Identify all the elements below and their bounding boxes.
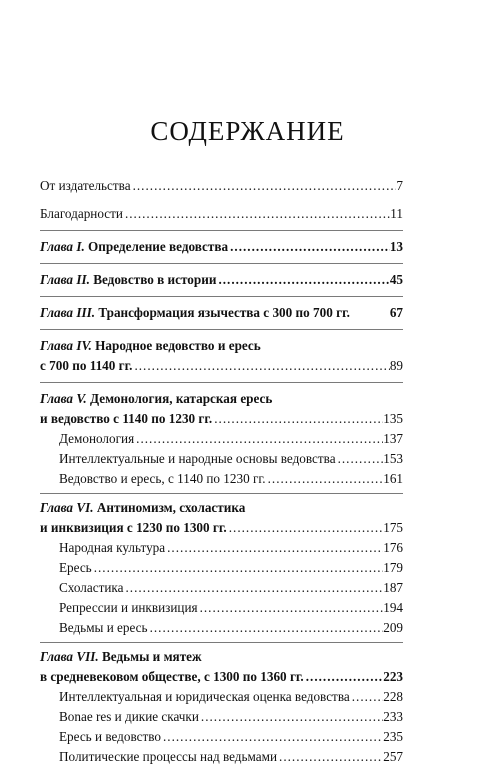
- toc-entry-page: 228: [383, 689, 403, 704]
- toc-subentry: [40, 598, 403, 618]
- toc-chapter-continued: [40, 409, 403, 429]
- toc-entry-page: 209: [383, 620, 403, 635]
- chapter-number: Глава II.: [40, 272, 90, 287]
- toc-subentry: [40, 449, 403, 469]
- divider: [40, 642, 403, 643]
- toc-entry-label: Интеллектуальные и народные основы ведовства: [59, 451, 336, 466]
- toc-entry-label: Ведьмы и мятеж: [101, 649, 202, 664]
- toc-chapter: [40, 498, 403, 518]
- page-title: СОДЕРЖАНИЕ: [150, 116, 345, 146]
- toc-entry-page: 161: [383, 471, 403, 486]
- toc-chapter: [40, 237, 403, 257]
- toc-entry-page: 135: [383, 411, 403, 426]
- divider: [40, 296, 403, 297]
- divider: [40, 493, 403, 494]
- chapter-number: Глава VII.: [40, 649, 99, 664]
- toc-entry-label: Ересь: [59, 560, 92, 575]
- toc-subentry: [40, 747, 403, 767]
- toc-entry: [40, 176, 403, 196]
- toc-entry-page: 233: [383, 709, 403, 724]
- divider: [40, 382, 403, 383]
- toc-subentry: [40, 707, 403, 727]
- toc-chapter: [40, 389, 403, 409]
- toc-entry-label: в средневековом обществе, с 1300 по 1360 гг.: [40, 669, 304, 684]
- toc-subentry: [40, 469, 403, 489]
- toc-entry: [40, 204, 403, 224]
- toc-subentry: [40, 558, 403, 578]
- toc-entry-label: Ведьмы и ересь: [59, 620, 148, 635]
- toc-subentry: [40, 687, 403, 707]
- toc-entry-label: Ересь и ведовство: [59, 729, 161, 744]
- chapter-number: Глава III.: [40, 305, 96, 320]
- toc-chapter-continued: [40, 518, 403, 538]
- toc-chapter: [40, 270, 403, 290]
- toc-entry-label: и ведовство с 1140 по 1230 гг.: [40, 411, 213, 426]
- toc-entry-page: 137: [383, 431, 403, 446]
- toc-subentry: [40, 429, 403, 449]
- divider: [40, 263, 403, 264]
- toc-chapter: [40, 303, 403, 323]
- toc-entry-page: 194: [383, 600, 403, 615]
- toc-chapter: [40, 336, 403, 356]
- toc-chapter-continued: [40, 356, 403, 376]
- chapter-number: Глава IV.: [40, 338, 92, 353]
- toc-subentry: [40, 578, 403, 598]
- toc-entry-label: Благодарности: [40, 206, 123, 221]
- toc-entry-label: Репрессии и инквизиция: [59, 600, 198, 615]
- toc-entry-label: От издательства: [40, 178, 131, 193]
- toc-entry-label: Антиномизм, схоластика: [96, 500, 246, 515]
- toc-entry-label: Демонология: [59, 431, 135, 446]
- toc-entry-page: 45: [389, 272, 403, 287]
- toc-entry-label: Демонология, катарская ересь: [90, 391, 273, 406]
- toc-entry-page: 187: [383, 580, 403, 595]
- divider: [40, 329, 403, 330]
- toc-entry-page: 176: [383, 540, 403, 555]
- toc-entry-label: Политические процессы над ведьмами: [59, 749, 278, 764]
- toc-entry-page: 67: [389, 305, 403, 320]
- toc-entry-label: Трансформация язычества с 300 по 700 гг.: [98, 305, 350, 320]
- toc-entry-label: Народное ведовство и ересь: [95, 338, 261, 353]
- toc-entry-label: Народная культура: [59, 540, 166, 555]
- toc-entry-page: 89: [389, 358, 403, 373]
- toc-entry-label: Ведовство в истории: [93, 272, 217, 287]
- toc-entry-label: и инквизиция с 1230 по 1300 гг.: [40, 520, 227, 535]
- table-of-contents: [40, 176, 403, 767]
- toc-subentry: [40, 618, 403, 638]
- toc-entry-page: 179: [383, 560, 403, 575]
- toc-chapter: [40, 647, 403, 667]
- toc-entry-label: Схоластика: [59, 580, 124, 595]
- toc-chapter-continued: [40, 667, 403, 687]
- toc-entry-label: Ведовство и ересь, с 1140 по 1230 гг.: [59, 471, 266, 486]
- chapter-number: Глава V.: [40, 391, 87, 406]
- toc-entry-page: 11: [390, 206, 403, 221]
- toc-entry-page: 175: [383, 520, 403, 535]
- toc-entry-page: 223: [383, 669, 403, 684]
- toc-entry-page: 235: [383, 729, 403, 744]
- toc-entry-page: 7: [396, 178, 403, 193]
- toc-entry-label: Интеллектуальная и юридическая оценка ведовства: [59, 689, 350, 704]
- toc-entry-page: 153: [383, 451, 403, 466]
- toc-entry-label: Bonae res и дикие скачки: [59, 709, 199, 724]
- toc-entry-page: 257: [383, 749, 403, 764]
- toc-entry-label: Определение ведовства: [88, 239, 229, 254]
- toc-subentry: [40, 727, 403, 747]
- chapter-number: Глава I.: [40, 239, 85, 254]
- toc-entry-page: 13: [389, 239, 403, 254]
- toc-entry-label: с 700 по 1140 гг.: [40, 358, 133, 373]
- divider: [40, 230, 403, 231]
- toc-subentry: [40, 538, 403, 558]
- chapter-number: Глава VI.: [40, 500, 94, 515]
